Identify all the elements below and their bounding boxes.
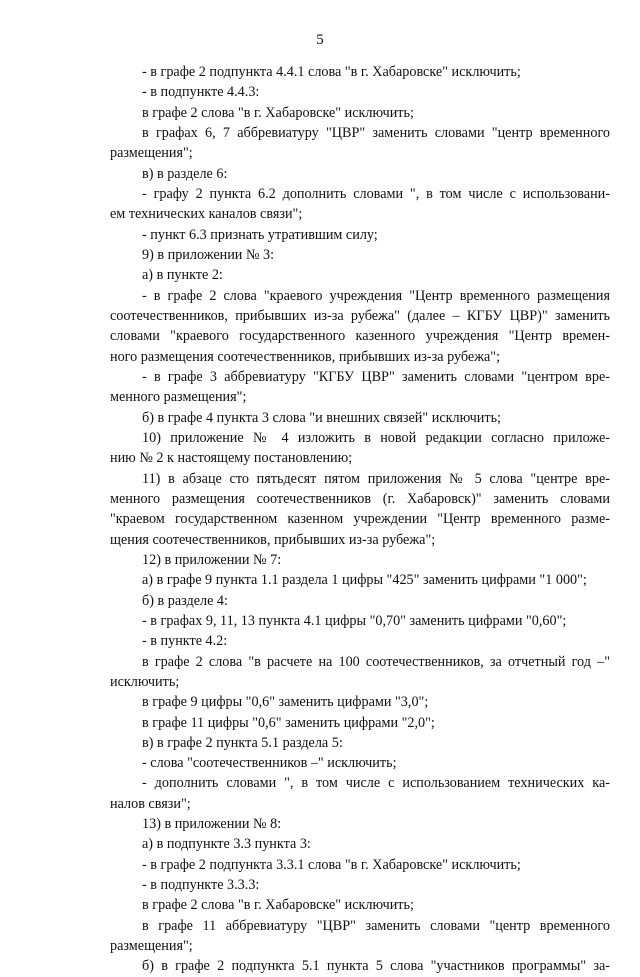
text-line: нию № 2 к настоящему постановлению; — [110, 450, 353, 467]
text-line: в) в графе 2 пункта 5.1 раздела 5: — [142, 734, 343, 751]
text-line: менного размещения соотечественников (г. Хабаровск)" заменить словами — [110, 490, 610, 507]
text-line: щения соотечественников, прибывших из-за рубежа"; — [110, 531, 436, 548]
text-line: а) в подпункте 3.3 пункта 3: — [142, 836, 311, 853]
text-line: в графе 11 цифры "0,6" заменить цифрами "2,0"; — [142, 714, 435, 731]
text-line: ем технических каналов связи"; — [110, 206, 303, 223]
text-line: размещения"; — [110, 145, 193, 162]
text-line: - в подпункте 4.4.3: — [142, 84, 260, 101]
text-line: - в графе 2 подпункта 3.3.1 слова "в г. Хабаровске" исключить; — [142, 856, 521, 873]
text-line: 10) приложение № 4 изложить в новой редакции согласно приложе- — [142, 429, 610, 446]
text-line: - пункт 6.3 признать утратившим силу; — [142, 226, 378, 243]
text-line: - графу 2 пункта 6.2 дополнить словами ", в том числе с использовани- — [142, 185, 610, 202]
text-line: в графе 2 слова "в г. Хабаровске" исключить; — [142, 104, 414, 121]
text-line: - в графе 2 слова "краевого учреждения "Центр временного размещения — [142, 287, 610, 304]
page-number: 5 — [316, 32, 324, 48]
text-line: а) в графе 9 пункта 1.1 раздела 1 цифры "425" заменить цифрами "1 000"; — [142, 572, 587, 589]
text-line: 12) в приложении № 7: — [142, 551, 282, 568]
text-line: соотечественников, прибывших из-за рубежа" (далее – КГБУ ЦВР)" заменить — [110, 307, 610, 324]
text-line: - в графе 2 подпункта 4.4.1 слова "в г. Хабаровске" исключить; — [142, 64, 521, 80]
text-line: в графах 6, 7 аббревиатуру "ЦВР" заменить словами "центр временного — [142, 124, 610, 141]
text-line: в графе 2 слова "в расчете на 100 соотечественников, за отчетный год –" — [142, 653, 610, 670]
text-line: в графе 2 слова "в г. Хабаровске" исключить; — [142, 897, 414, 914]
text-line: размещения"; — [110, 938, 193, 955]
text-line: - дополнить словами ", в том числе с использованием технических ка- — [142, 775, 610, 792]
text-line: а) в пункте 2: — [142, 267, 223, 284]
text-line: б) в разделе 4: — [142, 592, 228, 609]
text-line: словами "краевого государственного казенного учреждения "Центр времен- — [110, 328, 610, 345]
text-line: б) в графе 2 подпункта 5.1 пункта 5 слова "участников программы" за- — [142, 958, 610, 975]
text-line: в графе 11 аббревиатуру "ЦВР" заменить словами "центр временного — [142, 917, 610, 934]
document-body — [110, 62, 610, 977]
text-line: в графе 9 цифры "0,6" заменить цифрами "3,0"; — [142, 694, 429, 711]
text-line: в) в разделе 6: — [142, 165, 228, 182]
text-line: 13) в приложении № 8: — [142, 816, 282, 833]
text-line: налов связи"; — [110, 795, 191, 812]
text-line: - в графах 9, 11, 13 пункта 4.1 цифры "0,70" заменить цифрами "0,60"; — [142, 612, 567, 629]
text-line: - в подпункте 3.3.3: — [142, 877, 260, 894]
text-line: - в пункте 4.2: — [142, 633, 228, 650]
text-line: исключить; — [110, 673, 180, 690]
text-line: 9) в приложении № 3: — [142, 246, 275, 263]
text-line: "краевом государственном казенном учреждении "Центр временного разме- — [110, 511, 610, 528]
text-line: ного размещения соотечественников, прибывших из-за рубежа"; — [110, 348, 501, 365]
text-line: - слова "соотечественников –" исключить; — [142, 755, 397, 772]
text-line: 11) в абзаце сто пятьдесят пятом приложения № 5 слова "центре вре- — [142, 470, 610, 487]
text-line: - в графе 3 аббревиатуру "КГБУ ЦВР" заменить словами "центром вре- — [142, 368, 610, 385]
text-line: б) в графе 4 пункта 3 слова "и внешних связей" исключить; — [142, 409, 501, 426]
text-line: менного размещения"; — [110, 389, 247, 406]
